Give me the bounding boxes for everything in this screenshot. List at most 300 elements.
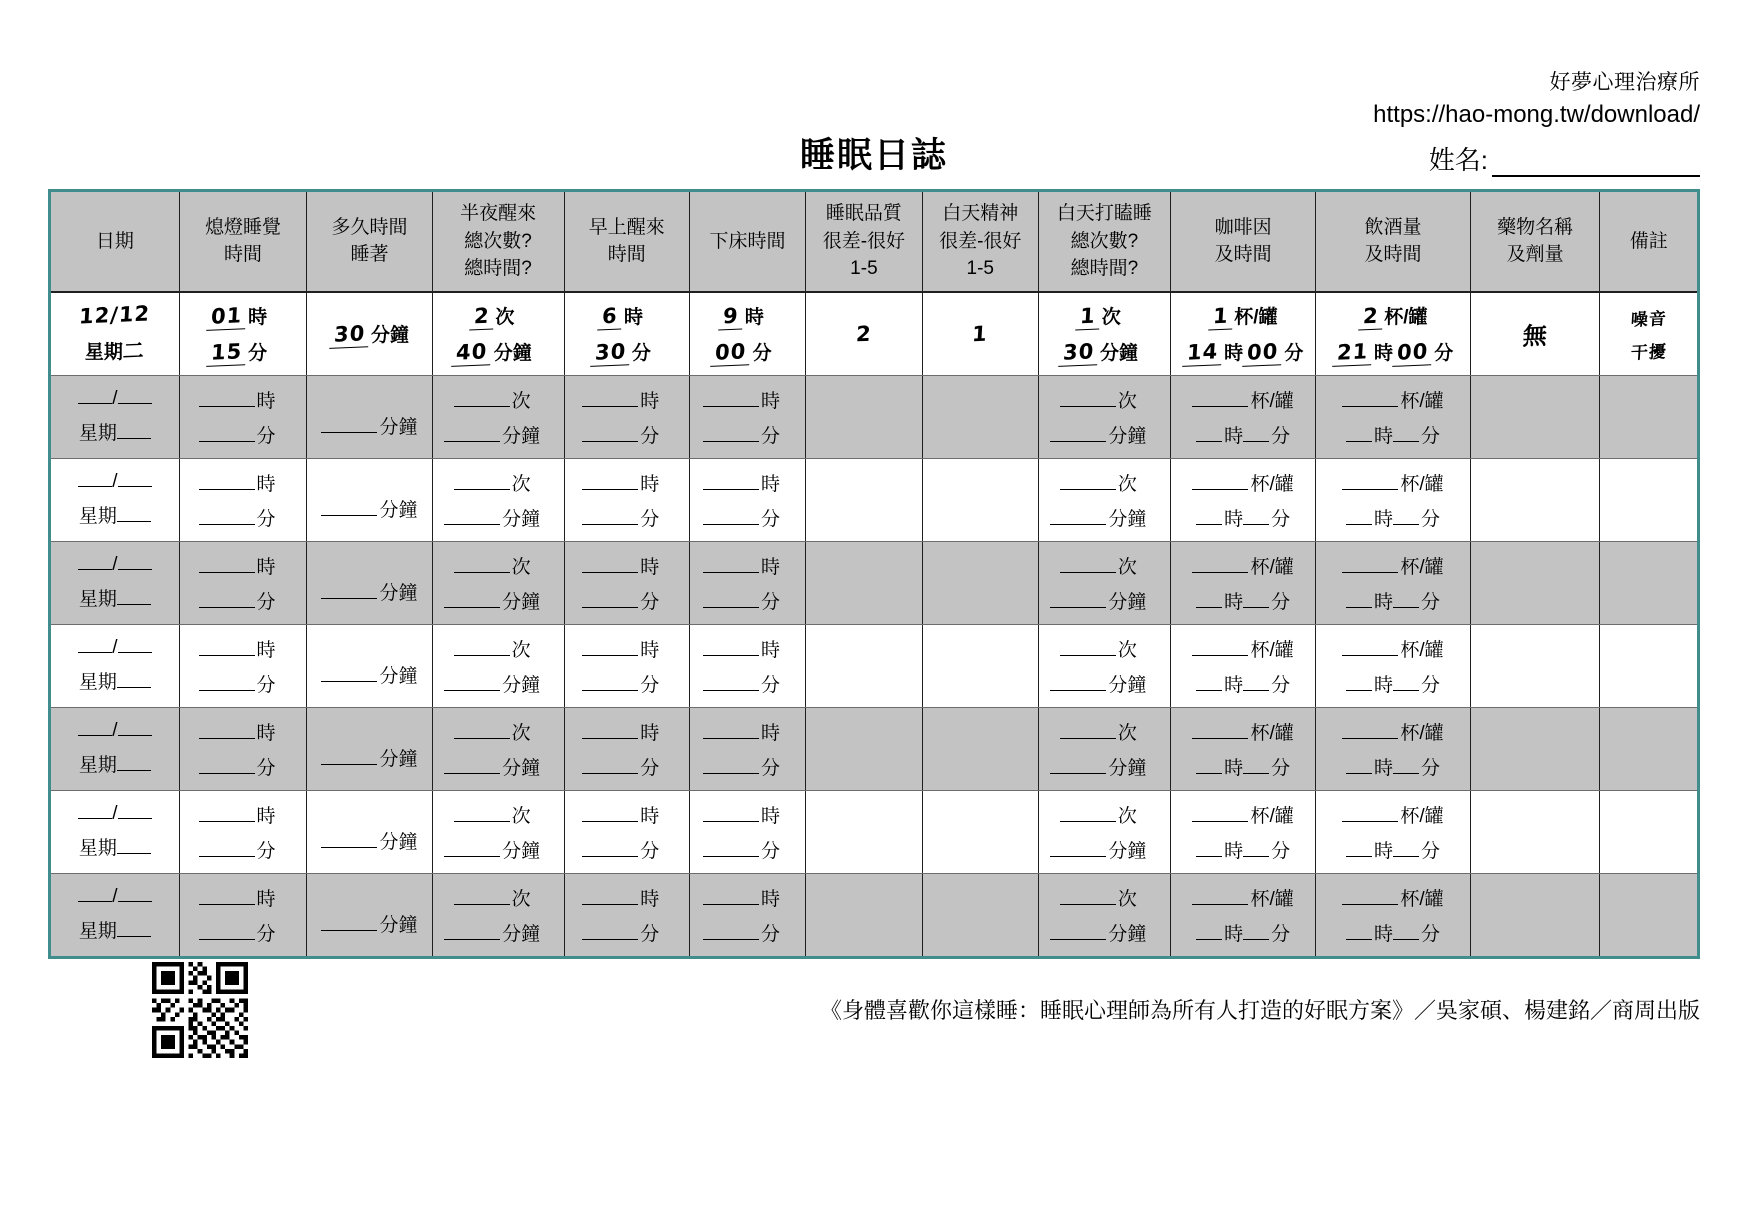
cell-out-of-bed[interactable]: [689, 873, 805, 957]
write-in-blank[interactable]: [117, 839, 151, 854]
write-in-blank[interactable]: [1192, 558, 1248, 573]
sample-date: 12/12: [78, 301, 152, 329]
cell-out-of-bed[interactable]: [689, 458, 805, 541]
write-in-blank[interactable]: [117, 922, 151, 937]
cell-alcohol[interactable]: [1316, 458, 1470, 541]
cell-night-wakes[interactable]: [432, 375, 564, 458]
sample-nap-minutes: 30: [1058, 339, 1099, 367]
cell-daytime-alertness[interactable]: [922, 790, 1038, 873]
cell-night-wakes[interactable]: [432, 873, 564, 957]
cell-date[interactable]: [50, 624, 180, 707]
write-in-blank[interactable]: [118, 389, 152, 404]
write-in-blank[interactable]: [582, 724, 638, 739]
write-in-blank[interactable]: [1192, 807, 1248, 822]
write-in-blank[interactable]: [1196, 593, 1222, 608]
sample-fall-asleep: 30: [329, 321, 370, 349]
write-in-blank[interactable]: [703, 724, 759, 739]
name-field: [1429, 140, 1700, 177]
cups-unit: 杯/罐: [1384, 306, 1428, 328]
write-in-blank[interactable]: [1243, 427, 1269, 442]
column-header-daytime-alertness: [922, 191, 1038, 292]
write-in-blank[interactable]: [78, 638, 112, 653]
cell-notes[interactable]: [1600, 873, 1699, 957]
write-in-blank[interactable]: [582, 925, 638, 940]
cell-date[interactable]: [50, 707, 180, 790]
cell-alcohol[interactable]: [1316, 707, 1470, 790]
hour-unit: 時: [640, 888, 660, 910]
cell-wake-time[interactable]: [564, 873, 689, 957]
cell-lights-out[interactable]: [179, 624, 307, 707]
write-in-blank[interactable]: [582, 807, 638, 822]
minutes-unit: 分鐘: [371, 324, 410, 346]
cups-unit: 杯/罐: [1250, 473, 1294, 495]
hour-unit: 時: [248, 306, 268, 328]
write-in-blank[interactable]: [703, 676, 759, 691]
write-in-blank[interactable]: [1060, 392, 1116, 407]
write-in-blank[interactable]: [1346, 759, 1372, 774]
cell-notes[interactable]: [1600, 707, 1699, 790]
column-header-medicine: [1470, 191, 1600, 292]
cell-daytime-alertness[interactable]: [922, 541, 1038, 624]
minutes-unit: 分鐘: [379, 500, 418, 522]
write-in-blank[interactable]: [199, 925, 255, 940]
minute-unit: 分: [256, 923, 276, 945]
write-in-blank[interactable]: [1050, 842, 1106, 857]
cell-notes[interactable]: [1600, 292, 1699, 376]
write-in-blank[interactable]: [117, 424, 151, 439]
write-in-blank[interactable]: [1196, 676, 1222, 691]
cell-naps[interactable]: [1038, 292, 1170, 376]
cell-sleep-quality[interactable]: [806, 790, 922, 873]
write-in-blank[interactable]: [199, 558, 255, 573]
hour-unit: 時: [1224, 342, 1244, 364]
cups-unit: 杯/罐: [1250, 556, 1294, 578]
write-in-blank[interactable]: [199, 807, 255, 822]
write-in-blank[interactable]: [582, 510, 638, 525]
hour-unit: 時: [640, 556, 660, 578]
cell-fall-asleep[interactable]: [307, 624, 432, 707]
write-in-blank[interactable]: [444, 842, 500, 857]
minute-unit: 分: [1421, 425, 1441, 447]
write-in-blank[interactable]: [703, 593, 759, 608]
write-in-blank[interactable]: [1192, 641, 1248, 656]
write-in-blank[interactable]: [454, 558, 510, 573]
cell-notes[interactable]: [1600, 375, 1699, 458]
cell-out-of-bed[interactable]: [689, 375, 805, 458]
write-in-blank[interactable]: [1346, 676, 1372, 691]
sample-lights-out-min: 15: [206, 339, 247, 367]
write-in-blank[interactable]: [199, 593, 255, 608]
cell-daytime-alertness[interactable]: [922, 873, 1038, 957]
write-in-blank[interactable]: [118, 804, 152, 819]
weekday-label: 星期: [78, 589, 117, 611]
write-in-blank[interactable]: [1060, 807, 1116, 822]
cell-notes[interactable]: [1600, 458, 1699, 541]
write-in-blank[interactable]: [118, 638, 152, 653]
cell-naps[interactable]: [1038, 873, 1170, 957]
cell-date[interactable]: [50, 375, 180, 458]
write-in-blank[interactable]: [118, 887, 152, 902]
cell-date[interactable]: [50, 873, 180, 957]
write-in-blank[interactable]: [582, 842, 638, 857]
cell-medicine[interactable]: [1470, 541, 1600, 624]
write-in-blank[interactable]: [454, 392, 510, 407]
cell-notes[interactable]: [1600, 541, 1699, 624]
cell-night-wakes[interactable]: [432, 624, 564, 707]
cell-caffeine[interactable]: [1170, 707, 1315, 790]
cell-fall-asleep[interactable]: [307, 375, 432, 458]
table-body: [50, 292, 1699, 958]
cell-medicine[interactable]: [1470, 292, 1600, 376]
cups-unit: 杯/罐: [1400, 556, 1444, 578]
cell-medicine[interactable]: [1470, 707, 1600, 790]
cell-naps[interactable]: [1038, 541, 1170, 624]
times-unit: 次: [1117, 639, 1137, 661]
sample-daytime: 1: [971, 321, 989, 347]
minute-unit: 分: [761, 757, 781, 779]
cell-out-of-bed[interactable]: [689, 790, 805, 873]
write-in-blank[interactable]: [321, 833, 377, 848]
cell-daytime-alertness[interactable]: [922, 375, 1038, 458]
write-in-blank[interactable]: [1393, 510, 1419, 525]
cell-caffeine[interactable]: [1170, 541, 1315, 624]
cell-night-wakes[interactable]: [432, 790, 564, 873]
cell-sleep-quality[interactable]: [806, 292, 922, 376]
cell-fall-asleep[interactable]: [307, 790, 432, 873]
sample-alcohol-cups: 2: [1358, 303, 1383, 330]
cell-out-of-bed[interactable]: [689, 541, 805, 624]
write-in-blank[interactable]: [199, 724, 255, 739]
write-in-blank[interactable]: [1342, 641, 1398, 656]
cell-fall-asleep[interactable]: [307, 458, 432, 541]
write-in-blank[interactable]: [1050, 593, 1106, 608]
write-in-blank[interactable]: [199, 842, 255, 857]
cell-night-wakes[interactable]: [432, 292, 564, 376]
write-in-blank[interactable]: [1342, 392, 1398, 407]
cell-notes[interactable]: [1600, 790, 1699, 873]
cell-naps[interactable]: [1038, 458, 1170, 541]
hour-unit: 時: [761, 390, 781, 412]
write-in-blank[interactable]: [1196, 842, 1222, 857]
write-in-blank[interactable]: [321, 916, 377, 931]
header-line: 日期: [95, 230, 134, 252]
write-in-blank[interactable]: [1243, 593, 1269, 608]
write-in-blank[interactable]: [1243, 759, 1269, 774]
write-in-blank[interactable]: [703, 759, 759, 774]
write-in-blank[interactable]: [78, 389, 112, 404]
cell-lights-out[interactable]: [179, 458, 307, 541]
write-in-blank[interactable]: [703, 807, 759, 822]
write-in-blank[interactable]: [118, 721, 152, 736]
write-in-blank[interactable]: [444, 427, 500, 442]
write-in-blank[interactable]: [444, 676, 500, 691]
write-in-blank[interactable]: [199, 641, 255, 656]
header-line: 很差-很好: [822, 230, 906, 252]
write-in-blank[interactable]: [1196, 510, 1222, 525]
times-unit: 次: [511, 556, 531, 578]
cell-date[interactable]: [50, 458, 180, 541]
hour-unit: 時: [256, 888, 276, 910]
organization-url: https://hao-mong.tw/download/: [1373, 101, 1700, 129]
cell-sleep-quality[interactable]: [806, 873, 922, 957]
cell-daytime-alertness[interactable]: [922, 624, 1038, 707]
sample-quality: 2: [855, 321, 873, 347]
write-in-blank[interactable]: [1393, 925, 1419, 940]
write-in-blank[interactable]: [117, 507, 151, 522]
write-in-blank[interactable]: [1050, 427, 1106, 442]
cell-caffeine[interactable]: [1170, 624, 1315, 707]
write-in-blank[interactable]: [454, 724, 510, 739]
sample-nap-count: 1: [1075, 303, 1100, 330]
cell-medicine[interactable]: [1470, 790, 1600, 873]
write-in-blank[interactable]: [1196, 427, 1222, 442]
write-in-blank[interactable]: [1192, 724, 1248, 739]
cell-medicine[interactable]: [1470, 873, 1600, 957]
cell-daytime-alertness[interactable]: [922, 458, 1038, 541]
write-in-blank[interactable]: [1393, 593, 1419, 608]
cell-alcohol[interactable]: [1316, 292, 1470, 376]
cell-night-wakes[interactable]: [432, 458, 564, 541]
cell-caffeine[interactable]: [1170, 458, 1315, 541]
write-in-blank[interactable]: [199, 759, 255, 774]
cell-lights-out[interactable]: [179, 541, 307, 624]
minutes-unit: 分鐘: [502, 674, 541, 696]
write-in-blank[interactable]: [321, 501, 377, 516]
cell-naps[interactable]: [1038, 375, 1170, 458]
write-in-blank[interactable]: [78, 555, 112, 570]
cell-alcohol[interactable]: [1316, 873, 1470, 957]
cups-unit: 杯/罐: [1250, 888, 1294, 910]
cell-medicine[interactable]: [1470, 624, 1600, 707]
table-row: [50, 541, 1699, 624]
cell-medicine[interactable]: [1470, 458, 1600, 541]
write-in-blank[interactable]: [454, 807, 510, 822]
date-slash: /: [112, 720, 118, 742]
write-in-blank[interactable]: [1243, 842, 1269, 857]
cell-wake-time[interactable]: [564, 292, 689, 376]
write-in-blank[interactable]: [703, 890, 759, 905]
cell-sleep-quality[interactable]: [806, 624, 922, 707]
write-in-blank[interactable]: [118, 555, 152, 570]
write-in-blank[interactable]: [1342, 475, 1398, 490]
cell-caffeine[interactable]: [1170, 790, 1315, 873]
minute-unit: 分: [1421, 923, 1441, 945]
write-in-blank[interactable]: [582, 392, 638, 407]
write-in-blank[interactable]: [582, 593, 638, 608]
write-in-blank[interactable]: [582, 676, 638, 691]
write-in-blank[interactable]: [1050, 925, 1106, 940]
cell-date[interactable]: [50, 292, 180, 376]
write-in-blank[interactable]: [199, 392, 255, 407]
cell-medicine[interactable]: [1470, 375, 1600, 458]
cell-night-wakes[interactable]: [432, 707, 564, 790]
write-in-blank[interactable]: [117, 756, 151, 771]
write-in-blank[interactable]: [1060, 890, 1116, 905]
minutes-unit: 分鐘: [379, 417, 418, 439]
cell-fall-asleep[interactable]: [307, 292, 432, 376]
write-in-blank[interactable]: [1342, 890, 1398, 905]
write-in-blank[interactable]: [118, 472, 152, 487]
write-in-blank[interactable]: [321, 418, 377, 433]
write-in-blank[interactable]: [444, 925, 500, 940]
hour-unit: 時: [1374, 923, 1394, 945]
sample-caffeine-hour: 14: [1182, 339, 1223, 367]
write-in-blank[interactable]: [1342, 807, 1398, 822]
write-in-blank[interactable]: [199, 676, 255, 691]
write-in-blank[interactable]: [703, 925, 759, 940]
cell-lights-out[interactable]: [179, 873, 307, 957]
cell-out-of-bed[interactable]: [689, 292, 805, 376]
cell-alcohol[interactable]: [1316, 624, 1470, 707]
write-in-blank[interactable]: [1060, 641, 1116, 656]
write-in-blank[interactable]: [703, 475, 759, 490]
write-in-blank[interactable]: [1346, 842, 1372, 857]
write-in-blank[interactable]: [582, 558, 638, 573]
cell-date[interactable]: [50, 790, 180, 873]
write-in-blank[interactable]: [703, 842, 759, 857]
write-in-blank[interactable]: [703, 641, 759, 656]
hour-unit: 時: [761, 473, 781, 495]
cell-wake-time[interactable]: [564, 375, 689, 458]
cell-naps[interactable]: [1038, 707, 1170, 790]
write-in-blank[interactable]: [1243, 925, 1269, 940]
write-in-blank[interactable]: [582, 759, 638, 774]
cell-fall-asleep[interactable]: [307, 541, 432, 624]
cell-wake-time[interactable]: [564, 624, 689, 707]
header-line: 總次數?: [1070, 230, 1139, 252]
header-line: 很差-很好: [939, 230, 1022, 252]
date-slash: /: [112, 471, 118, 493]
write-in-blank[interactable]: [1342, 724, 1398, 739]
write-in-blank[interactable]: [1243, 676, 1269, 691]
cell-notes[interactable]: [1600, 624, 1699, 707]
write-in-blank[interactable]: [321, 584, 377, 599]
write-in-blank[interactable]: [321, 750, 377, 765]
sample-alcohol-min: 00: [1392, 339, 1433, 367]
column-header-sleep-quality: [806, 191, 922, 292]
write-in-blank[interactable]: [582, 641, 638, 656]
write-in-blank[interactable]: [1050, 676, 1106, 691]
write-in-blank[interactable]: [582, 427, 638, 442]
write-in-blank[interactable]: [454, 475, 510, 490]
cell-wake-time[interactable]: [564, 707, 689, 790]
cups-unit: 杯/罐: [1400, 390, 1444, 412]
write-in-blank[interactable]: [1060, 475, 1116, 490]
cell-lights-out[interactable]: [179, 375, 307, 458]
table-row: [50, 790, 1699, 873]
write-in-blank[interactable]: [1243, 510, 1269, 525]
minutes-unit: 分鐘: [502, 923, 541, 945]
cell-fall-asleep[interactable]: [307, 873, 432, 957]
write-in-blank[interactable]: [582, 890, 638, 905]
write-in-blank[interactable]: [1192, 890, 1248, 905]
write-in-blank[interactable]: [1060, 724, 1116, 739]
write-in-blank[interactable]: [1050, 759, 1106, 774]
minutes-unit: 分鐘: [502, 508, 541, 530]
write-in-blank[interactable]: [1393, 759, 1419, 774]
write-in-blank[interactable]: [1342, 558, 1398, 573]
write-in-blank[interactable]: [78, 472, 112, 487]
cell-wake-time[interactable]: [564, 541, 689, 624]
cell-alcohol[interactable]: [1316, 375, 1470, 458]
write-in-blank[interactable]: [1060, 558, 1116, 573]
write-in-blank[interactable]: [703, 392, 759, 407]
cell-wake-time[interactable]: [564, 458, 689, 541]
write-in-blank[interactable]: [1192, 392, 1248, 407]
write-in-blank[interactable]: [78, 804, 112, 819]
cell-fall-asleep[interactable]: [307, 707, 432, 790]
write-in-blank[interactable]: [1196, 759, 1222, 774]
write-in-blank[interactable]: [1393, 842, 1419, 857]
write-in-blank[interactable]: [1050, 510, 1106, 525]
write-in-blank[interactable]: [1393, 427, 1419, 442]
write-in-blank[interactable]: [1346, 593, 1372, 608]
cell-daytime-alertness[interactable]: [922, 707, 1038, 790]
write-in-blank[interactable]: [1346, 510, 1372, 525]
cell-wake-time[interactable]: [564, 790, 689, 873]
name-input-blank[interactable]: [1492, 155, 1700, 177]
cell-caffeine[interactable]: [1170, 292, 1315, 376]
cell-lights-out[interactable]: [179, 790, 307, 873]
write-in-blank[interactable]: [78, 721, 112, 736]
minute-unit: 分: [640, 757, 660, 779]
cell-lights-out[interactable]: [179, 707, 307, 790]
write-in-blank[interactable]: [703, 427, 759, 442]
write-in-blank[interactable]: [78, 887, 112, 902]
cell-night-wakes[interactable]: [432, 541, 564, 624]
write-in-blank[interactable]: [117, 590, 151, 605]
cell-naps[interactable]: [1038, 790, 1170, 873]
write-in-blank[interactable]: [703, 558, 759, 573]
write-in-blank[interactable]: [199, 890, 255, 905]
write-in-blank[interactable]: [199, 510, 255, 525]
cell-caffeine[interactable]: [1170, 873, 1315, 957]
cell-daytime-alertness[interactable]: [922, 292, 1038, 376]
write-in-blank[interactable]: [444, 593, 500, 608]
minute-unit: 分: [761, 840, 781, 862]
write-in-blank[interactable]: [454, 641, 510, 656]
write-in-blank[interactable]: [1192, 475, 1248, 490]
write-in-blank[interactable]: [1346, 427, 1372, 442]
cell-sleep-quality[interactable]: [806, 707, 922, 790]
hour-unit: 時: [744, 306, 764, 328]
write-in-blank[interactable]: [117, 673, 151, 688]
write-in-blank[interactable]: [454, 890, 510, 905]
write-in-blank[interactable]: [444, 759, 500, 774]
cell-caffeine[interactable]: [1170, 375, 1315, 458]
write-in-blank[interactable]: [444, 510, 500, 525]
write-in-blank[interactable]: [1393, 676, 1419, 691]
cell-out-of-bed[interactable]: [689, 707, 805, 790]
cell-alcohol[interactable]: [1316, 541, 1470, 624]
cell-sleep-quality[interactable]: [806, 375, 922, 458]
cell-naps[interactable]: [1038, 624, 1170, 707]
write-in-blank[interactable]: [703, 510, 759, 525]
cell-sleep-quality[interactable]: [806, 458, 922, 541]
cell-alcohol[interactable]: [1316, 790, 1470, 873]
write-in-blank[interactable]: [1346, 925, 1372, 940]
write-in-blank[interactable]: [199, 475, 255, 490]
cell-lights-out[interactable]: [179, 292, 307, 376]
write-in-blank[interactable]: [1196, 925, 1222, 940]
cell-out-of-bed[interactable]: [689, 624, 805, 707]
cell-sleep-quality[interactable]: [806, 541, 922, 624]
write-in-blank[interactable]: [321, 667, 377, 682]
header-line: 1-5: [966, 258, 994, 280]
write-in-blank[interactable]: [199, 427, 255, 442]
write-in-blank[interactable]: [582, 475, 638, 490]
cell-date[interactable]: [50, 541, 180, 624]
